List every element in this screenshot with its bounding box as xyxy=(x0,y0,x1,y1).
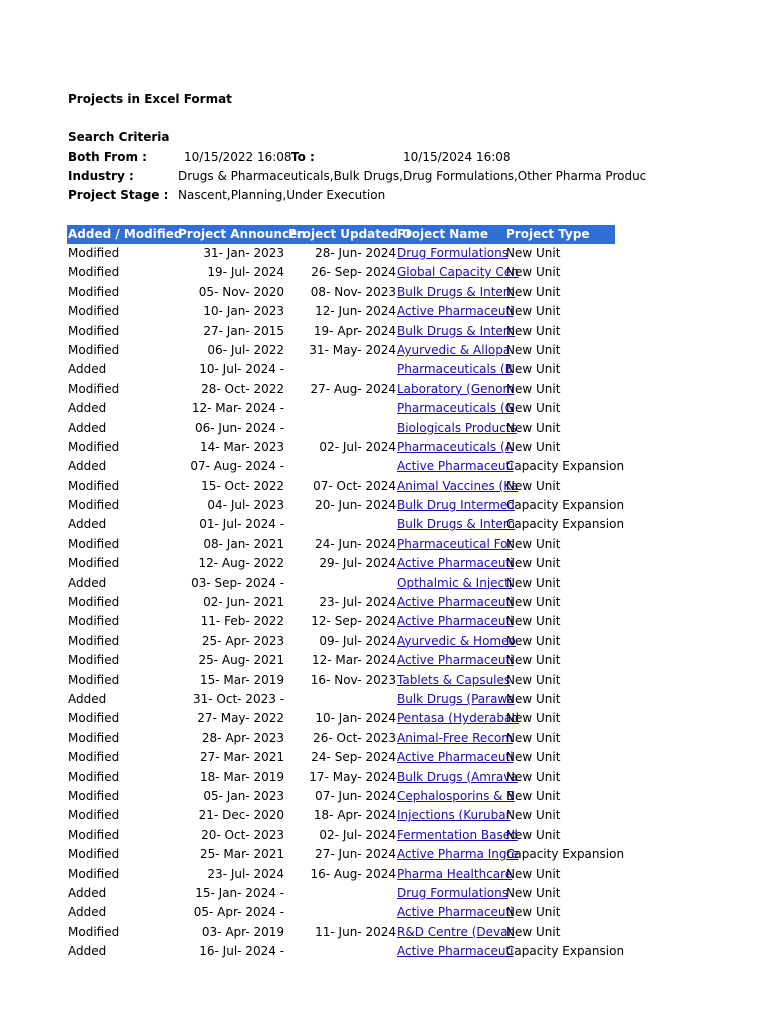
table-row xyxy=(67,574,627,593)
updated-date-cell: 24- Sep- 2024 xyxy=(311,750,396,765)
announced-date-cell: 27- Mar- 2021 xyxy=(200,750,284,765)
updated-date-cell: 07- Jun- 2024 xyxy=(315,788,396,803)
announced-date-cell: 10- Jul- 2024 - xyxy=(199,362,284,377)
project-type-cell: New Unit xyxy=(506,711,561,726)
table-row xyxy=(67,302,627,321)
table-row xyxy=(67,865,627,884)
project-type-cell: New Unit xyxy=(506,284,561,299)
table-row xyxy=(67,709,627,728)
announced-date-cell: 27- Jan- 2015 xyxy=(203,323,284,338)
table-row xyxy=(67,593,627,612)
table-row xyxy=(67,399,627,418)
table-row xyxy=(67,923,627,942)
project-name-link[interactable]: Drug Formulations xyxy=(397,885,508,900)
project-type-cell: Capacity Expansion xyxy=(506,517,625,532)
project-type-cell: New Unit xyxy=(506,595,561,610)
updated-date-cell xyxy=(288,419,396,438)
project-type-cell: New Unit xyxy=(506,808,561,823)
updated-date-cell: 24- Jun- 2024 xyxy=(315,536,396,551)
announced-date-cell: 05- Nov- 2020 xyxy=(198,284,284,299)
table-row xyxy=(67,826,627,845)
header-project-announced[interactable]: Project Announcen xyxy=(178,227,306,241)
status-cell: Added xyxy=(68,362,107,377)
project-name-link[interactable]: Cephalosporins & B xyxy=(397,788,515,803)
table-row xyxy=(67,632,627,651)
project-name-link[interactable]: Fermentation Based xyxy=(397,827,518,842)
table-row xyxy=(67,787,627,806)
status-cell: Modified xyxy=(68,556,120,571)
announced-date-cell: 25- Aug- 2021 xyxy=(198,653,284,668)
status-cell: Modified xyxy=(68,265,120,280)
announced-date-cell: 15- Mar- 2019 xyxy=(200,672,284,687)
project-name-link[interactable]: Pentasa (Hyderabad xyxy=(397,711,519,726)
project-name-link[interactable]: Animal-Free Recom xyxy=(397,730,513,745)
announced-date-cell: 31- Oct- 2023 - xyxy=(193,691,284,706)
status-cell: Modified xyxy=(68,595,120,610)
project-name-link[interactable]: Global Capacity Cen xyxy=(397,265,519,280)
both-from-value: 10/15/2022 16:08 xyxy=(184,150,292,164)
table-row xyxy=(67,477,627,496)
project-name-link[interactable]: Ayurvedic & Allopa xyxy=(397,342,511,357)
table-row xyxy=(67,496,627,515)
project-name-link[interactable]: Pharmaceuticals (B xyxy=(397,362,513,377)
both-from-label: Both From : xyxy=(68,150,147,164)
table-row xyxy=(67,360,627,379)
project-type-cell: New Unit xyxy=(506,342,561,357)
project-type-cell: New Unit xyxy=(506,924,561,939)
updated-date-cell: 16- Nov- 2023 xyxy=(310,672,396,687)
project-name-link[interactable]: Biologicals Products xyxy=(397,420,517,435)
table-row xyxy=(67,380,627,399)
project-type-cell: New Unit xyxy=(506,420,561,435)
project-name-link[interactable]: Active Pharmaceuti xyxy=(397,304,514,319)
header-project-updated[interactable]: Project Updated O xyxy=(288,227,413,241)
table-row xyxy=(67,768,627,787)
table-row xyxy=(67,244,627,263)
table-row xyxy=(67,283,627,302)
project-name-link[interactable]: Tablets & Capsules xyxy=(397,672,511,687)
table-row xyxy=(67,806,627,825)
status-cell: Modified xyxy=(68,808,120,823)
project-name-link[interactable]: Active Pharmaceuti xyxy=(397,944,514,959)
project-type-cell: New Unit xyxy=(506,381,561,396)
updated-date-cell: 27- Aug- 2024 xyxy=(310,381,396,396)
status-cell: Modified xyxy=(68,246,120,260)
updated-date-cell: 12- Jun- 2024 xyxy=(315,304,396,319)
project-name-link[interactable]: Pharmaceuticals (A xyxy=(397,439,513,454)
updated-date-cell xyxy=(288,942,396,961)
announced-date-cell: 28- Oct- 2022 xyxy=(201,381,284,396)
updated-date-cell: 18- Apr- 2024 xyxy=(313,808,396,823)
table-row xyxy=(67,263,627,282)
project-name-link[interactable]: Active Pharmaceuti xyxy=(397,750,514,765)
updated-date-cell: 10- Jan- 2024 xyxy=(315,711,396,726)
project-type-cell: New Unit xyxy=(506,672,561,687)
status-cell: Added xyxy=(68,575,107,590)
project-name-link[interactable]: Active Pharmaceuti xyxy=(397,556,514,571)
announced-date-cell: 23- Jul- 2024 xyxy=(207,866,284,881)
updated-date-cell: 31- May- 2024 xyxy=(309,342,396,357)
project-type-cell: New Unit xyxy=(506,246,561,260)
project-name-link[interactable]: Opthalmic & Injecti xyxy=(397,575,513,590)
announced-date-cell: 15- Oct- 2022 xyxy=(201,478,284,493)
updated-date-cell xyxy=(288,457,396,476)
project-type-cell: Capacity Expansion xyxy=(506,944,625,959)
updated-date-cell: 12- Sep- 2024 xyxy=(311,614,396,629)
announced-date-cell: 25- Mar- 2021 xyxy=(200,847,284,862)
status-cell: Modified xyxy=(68,478,120,493)
project-type-cell: New Unit xyxy=(506,478,561,493)
to-label: To : xyxy=(291,150,315,164)
project-type-cell: New Unit xyxy=(506,439,561,454)
announced-date-cell: 31- Jan- 2023 xyxy=(203,246,284,260)
updated-date-cell: 26- Sep- 2024 xyxy=(311,265,396,280)
project-type-cell: New Unit xyxy=(506,575,561,590)
updated-date-cell: 28- Jun- 2024 xyxy=(315,246,396,260)
status-cell: Modified xyxy=(68,730,120,745)
status-cell: Modified xyxy=(68,498,120,513)
announced-date-cell: 11- Feb- 2022 xyxy=(200,614,284,629)
status-cell: Modified xyxy=(68,614,120,629)
announced-date-cell: 14- Mar- 2023 xyxy=(200,439,284,454)
table-header-row xyxy=(67,225,615,244)
table-row xyxy=(67,457,627,476)
project-stage-value: Nascent,Planning,Under Execution xyxy=(178,188,386,202)
project-type-cell: New Unit xyxy=(506,750,561,765)
announced-date-cell: 03- Apr- 2019 xyxy=(201,924,284,939)
project-name-link[interactable]: Pharmaceutical For xyxy=(397,536,513,551)
status-cell: Modified xyxy=(68,381,120,396)
announced-date-cell: 06- Jul- 2022 xyxy=(207,342,284,357)
status-cell: Modified xyxy=(68,633,120,648)
updated-date-cell: 20- Jun- 2024 xyxy=(315,498,396,513)
project-type-cell: New Unit xyxy=(506,362,561,377)
announced-date-cell: 27- May- 2022 xyxy=(197,711,284,726)
updated-date-cell xyxy=(288,574,396,593)
status-cell: Modified xyxy=(68,342,120,357)
header-added-modified[interactable]: Added / Modified xyxy=(68,227,183,241)
announced-date-cell: 01- Jul- 2024 - xyxy=(199,517,284,532)
project-name-link[interactable]: Ayurvedic & Homeo xyxy=(397,633,516,648)
project-type-cell: New Unit xyxy=(506,401,561,416)
project-type-cell: New Unit xyxy=(506,788,561,803)
project-name-link[interactable]: Active Pharmaceuti xyxy=(397,653,514,668)
project-stage-label: Project Stage : xyxy=(68,188,169,202)
table-row xyxy=(67,748,627,767)
table-row xyxy=(67,341,627,360)
status-cell: Modified xyxy=(68,827,120,842)
table-row xyxy=(67,651,627,670)
project-name-link[interactable]: Injections (Kurubar xyxy=(397,808,511,823)
updated-date-cell: 07- Oct- 2024 xyxy=(313,478,396,493)
project-type-cell: New Unit xyxy=(506,905,561,920)
announced-date-cell: 16- Jul- 2024 - xyxy=(199,944,284,959)
table-row xyxy=(67,322,627,341)
updated-date-cell: 09- Jul- 2024 xyxy=(319,633,396,648)
status-cell: Modified xyxy=(68,536,120,551)
status-cell: Modified xyxy=(68,750,120,765)
project-name-link[interactable]: Bulk Drug Intermed xyxy=(397,498,515,513)
status-cell: Modified xyxy=(68,304,120,319)
status-cell: Modified xyxy=(68,711,120,726)
status-cell: Added xyxy=(68,517,107,532)
announced-date-cell: 07- Aug- 2024 - xyxy=(190,459,284,474)
status-cell: Modified xyxy=(68,284,120,299)
project-type-cell: New Unit xyxy=(506,304,561,319)
table-row xyxy=(67,438,627,457)
updated-date-cell xyxy=(288,515,396,534)
project-type-cell: New Unit xyxy=(506,323,561,338)
announced-date-cell: 06- Jun- 2024 - xyxy=(195,420,284,435)
status-cell: Modified xyxy=(68,924,120,939)
project-name-link[interactable]: Pharma Healthcare xyxy=(397,866,513,881)
status-cell: Added xyxy=(68,691,107,706)
updated-date-cell: 27- Jun- 2024 xyxy=(315,847,396,862)
table-row xyxy=(67,554,627,573)
status-cell: Modified xyxy=(68,769,120,784)
status-cell: Modified xyxy=(68,439,120,454)
table-row xyxy=(67,942,627,961)
header-project-name[interactable]: Project Name xyxy=(397,227,489,241)
table-row xyxy=(67,612,627,631)
project-name-link[interactable]: Active Pharmaceuti xyxy=(397,905,514,920)
updated-date-cell xyxy=(288,399,396,418)
status-cell: Added xyxy=(68,401,107,416)
project-name-link[interactable]: Bulk Drugs (Parawa xyxy=(397,691,515,706)
announced-date-cell: 28- Apr- 2023 xyxy=(201,730,284,745)
announced-date-cell: 19- Jul- 2024 xyxy=(207,265,284,280)
industry-value: Drugs & Pharmaceuticals,Bulk Drugs,Drug Formulations,Other Pharma Produc xyxy=(178,169,647,183)
project-name-link[interactable]: Bulk Drugs & Intern xyxy=(397,323,516,338)
updated-date-cell: 08- Nov- 2023 xyxy=(310,284,396,299)
project-name-link[interactable]: Laboratory (Genom xyxy=(397,381,515,396)
announced-date-cell: 05- Jan- 2023 xyxy=(203,788,284,803)
project-type-cell: New Unit xyxy=(506,827,561,842)
search-criteria-heading: Search Criteria xyxy=(68,130,170,144)
project-type-cell: New Unit xyxy=(506,633,561,648)
updated-date-cell: 16- Aug- 2024 xyxy=(310,866,396,881)
table-row xyxy=(67,515,627,534)
announced-date-cell: 25- Apr- 2023 xyxy=(201,633,284,648)
updated-date-cell: 02- Jul- 2024 xyxy=(319,827,396,842)
announced-date-cell: 20- Oct- 2023 xyxy=(201,827,284,842)
announced-date-cell: 21- Dec- 2020 xyxy=(198,808,284,823)
updated-date-cell xyxy=(288,690,396,709)
project-type-cell: New Unit xyxy=(506,691,561,706)
status-cell: Modified xyxy=(68,323,120,338)
announced-date-cell: 04- Jul- 2023 xyxy=(207,498,284,513)
project-type-cell: Capacity Expansion xyxy=(506,498,625,513)
project-type-cell: New Unit xyxy=(506,556,561,571)
status-cell: Modified xyxy=(68,847,120,862)
project-name-link[interactable]: Active Pharmaceuti xyxy=(397,614,514,629)
status-cell: Added xyxy=(68,459,107,474)
project-name-link[interactable]: Active Pharma Ingre xyxy=(397,847,519,862)
project-name-link[interactable]: R&D Centre (Devan xyxy=(397,924,516,939)
status-cell: Added xyxy=(68,944,107,959)
project-type-cell: New Unit xyxy=(506,536,561,551)
project-type-cell: Capacity Expansion xyxy=(506,847,625,862)
announced-date-cell: 12- Aug- 2022 xyxy=(198,556,284,571)
project-name-link[interactable]: Pharmaceuticals (G xyxy=(397,401,514,416)
announced-date-cell: 08- Jan- 2021 xyxy=(203,536,284,551)
updated-date-cell: 17- May- 2024 xyxy=(309,769,396,784)
table-row xyxy=(67,419,627,438)
project-name-link[interactable]: Active Pharmaceuti xyxy=(397,595,514,610)
status-cell: Modified xyxy=(68,672,120,687)
to-value: 10/15/2024 16:08 xyxy=(403,150,511,164)
announced-date-cell: 15- Jan- 2024 - xyxy=(195,885,284,900)
project-name-link[interactable]: Animal Vaccines (Ka xyxy=(397,478,519,493)
project-type-cell: New Unit xyxy=(506,866,561,881)
project-type-cell: New Unit xyxy=(506,769,561,784)
updated-date-cell xyxy=(288,360,396,379)
updated-date-cell: 29- Jul- 2024 xyxy=(319,556,396,571)
project-name-link[interactable]: Drug Formulations xyxy=(397,246,508,260)
status-cell: Modified xyxy=(68,788,120,803)
status-cell: Added xyxy=(68,885,107,900)
project-type-cell: New Unit xyxy=(506,265,561,280)
project-name-link[interactable]: Bulk Drugs (Amrava xyxy=(397,769,518,784)
project-type-cell: New Unit xyxy=(506,885,561,900)
updated-date-cell: 26- Oct- 2023 xyxy=(313,730,396,745)
page-title: Projects in Excel Format xyxy=(68,92,232,106)
project-type-cell: New Unit xyxy=(506,614,561,629)
table-row xyxy=(67,729,627,748)
project-name-link[interactable]: Active Pharmaceuti xyxy=(397,459,514,474)
updated-date-cell xyxy=(288,884,396,903)
updated-date-cell xyxy=(288,903,396,922)
status-cell: Modified xyxy=(68,653,120,668)
table-row xyxy=(67,884,627,903)
table-row xyxy=(67,535,627,554)
updated-date-cell: 12- Mar- 2024 xyxy=(312,653,396,668)
updated-date-cell: 19- Apr- 2024 xyxy=(313,323,396,338)
announced-date-cell: 05- Apr- 2024 - xyxy=(193,905,284,920)
updated-date-cell: 23- Jul- 2024 xyxy=(319,595,396,610)
announced-date-cell: 02- Jun- 2021 xyxy=(203,595,284,610)
project-type-cell: New Unit xyxy=(506,653,561,668)
header-project-type[interactable]: Project Type xyxy=(506,227,590,241)
updated-date-cell: 11- Jun- 2024 xyxy=(315,924,396,939)
project-name-link[interactable]: Bulk Drugs & Intern xyxy=(397,517,516,532)
updated-date-cell: 02- Jul- 2024 xyxy=(319,439,396,454)
project-type-cell: Capacity Expansion xyxy=(506,459,625,474)
project-name-link[interactable]: Bulk Drugs & Intern xyxy=(397,284,516,299)
announced-date-cell: 18- Mar- 2019 xyxy=(200,769,284,784)
announced-date-cell: 12- Mar- 2024 - xyxy=(191,401,284,416)
announced-date-cell: 10- Jan- 2023 xyxy=(203,304,284,319)
status-cell: Added xyxy=(68,420,107,435)
project-type-cell: New Unit xyxy=(506,730,561,745)
table-row xyxy=(67,845,627,864)
industry-label: Industry : xyxy=(68,169,134,183)
table-row xyxy=(67,903,627,922)
announced-date-cell: 03- Sep- 2024 - xyxy=(191,575,284,590)
projects-table-body xyxy=(67,244,627,961)
status-cell: Added xyxy=(68,905,107,920)
status-cell: Modified xyxy=(68,866,120,881)
table-row xyxy=(67,671,627,690)
table-row xyxy=(67,690,627,709)
